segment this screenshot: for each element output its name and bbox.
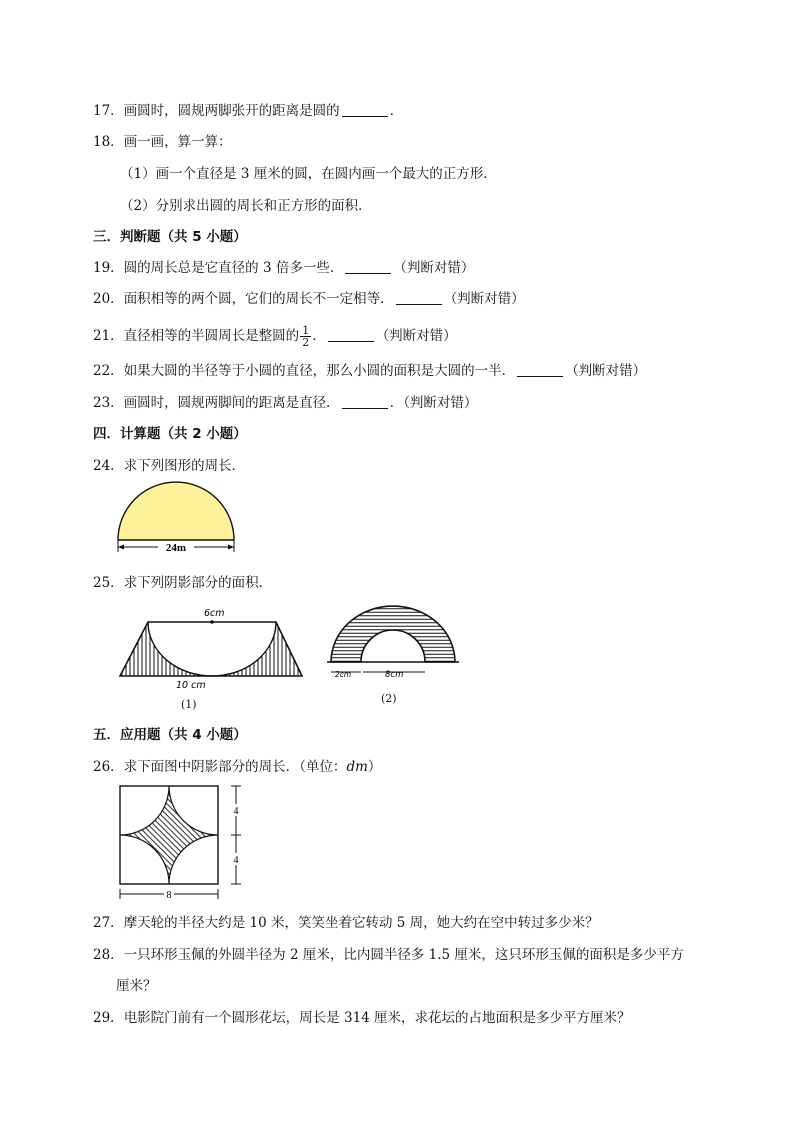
figure-caption-1: (1) [181,698,197,711]
answer-blank[interactable] [328,327,374,342]
answer-blank[interactable] [345,259,391,274]
question-27: 27．摩天轮的半径大约是 10 米，笑笑坐着它转动 5 周，她大约在空中转过多少米？ [93,915,599,931]
answer-blank[interactable] [396,290,442,305]
dim-arrow-right [228,545,234,550]
dim-label-8: 8 [166,890,172,901]
question-22: 22．如果大圆的半径等于小圆的直径，那么小圆的面积是大圆的一半． （判断对错） [93,363,647,379]
question-28: 28．一只环形玉佩的外圆半径为 2 厘米，比内圆半径多 1.5 厘米，这只环形玉佩的面积是多少平方 [93,947,684,963]
dim-label-4-bottom: 4 [233,855,239,866]
answer-blank[interactable] [342,102,388,117]
question-29: 29．电影院门前有一个圆形花坛，周长是 314 厘米，求花坛的占地面积是多少平方厘米？ [93,1010,631,1026]
question-28-continued: 厘米？ [116,978,157,994]
section-4-heading: 四．计算题（共 2 小题） [93,426,247,442]
semicircle-figure [112,480,240,560]
question-20: 20．面积相等的两个圆，它们的周长不一定相等． （判断对错） [93,291,525,307]
semicircle-shape [118,482,234,540]
dim-arrow-left [118,545,124,550]
answer-blank[interactable] [342,394,388,409]
section-5-heading: 五．应用题（共 4 小题） [93,727,247,743]
section-3-heading: 三．判断题（共 5 小题） [93,229,247,245]
dim-label-4-top: 4 [233,806,239,817]
question-21: 21．直径相等的半圆周长是整圆的 $\frac{1}{2}$ ． （判断对错） [93,324,457,349]
question-18-sub2: （2）分别求出圆的周长和正方形的面积． [120,198,372,214]
semicircle-ring-figure [323,600,463,682]
label-10cm: 10 cm [176,680,206,691]
fraction-one-half: $\frac{1}{2}$ [302,324,310,349]
center-dot [210,620,214,624]
square-quarter-circles-figure [114,782,246,904]
ring-shaded-region [331,606,455,662]
question-26: 26．求下面图中阴影部分的周长．（单位：dm） [93,759,382,775]
question-25: 25．求下列阴影部分的面积． [93,575,273,591]
label-6cm: 6cm [204,608,225,619]
dim-label-24m: 24m [165,542,187,554]
question-18-sub1: （1）画一个直径是 3 厘米的圆，在圆内画一个最大的正方形． [120,166,497,182]
question-18: 18．画一画，算一算： [93,134,232,150]
question-19: 19．圆的周长总是它直径的 3 倍多一些． （判断对错） [93,260,475,276]
question-24: 24．求下列图形的周长． [93,458,246,474]
label-2cm: 2cm [335,670,352,679]
question-17: 17．画圆时，圆规两脚张开的距离是圆的 ． [93,103,404,119]
question-23: 23．画圆时，圆规两脚间的距离是直径． ．（判断对错） [93,395,478,411]
label-8cm: 8cm [385,670,404,680]
answer-blank[interactable] [517,362,563,377]
trapezoid-figure [112,600,312,695]
figure-caption-2: (2) [381,692,397,705]
